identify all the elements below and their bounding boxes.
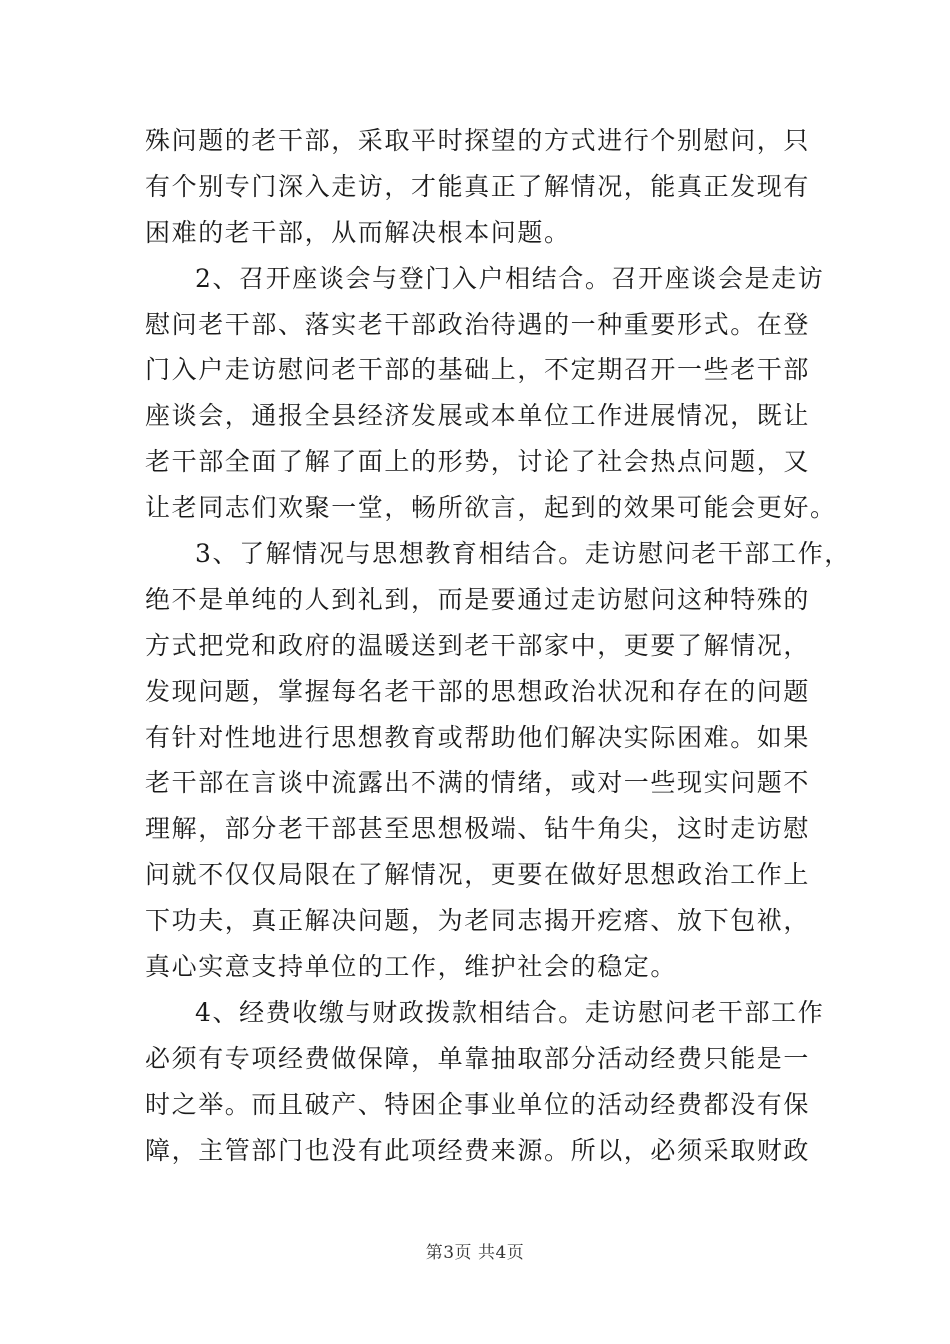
text-line: 老干部全面了解了面上的形势，讨论了社会热点问题，又 [145,447,811,477]
text-line: 殊问题的老干部，采取平时探望的方式进行个别慰问，只 [145,126,811,155]
text-line: 4、经费收缴与财政拨款相结合。走访慰问老干部工作 [195,997,825,1027]
text-line: 理解，部分老干部甚至思想极端、钻牛角尖，这时走访慰 [145,814,811,844]
text-line: 门入户走访慰问老干部的基础上，不定期召开一些老干部 [145,355,811,385]
page-number: 第3页 共4页 [425,1243,525,1263]
text-line: 下功夫，真正解决问题，为老同志揭开疙瘩、放下包袱， [145,906,811,936]
text-line: 有针对性地进行思想教育或帮助他们解决实际困难。如果 [145,722,811,752]
text-line: 座谈会，通报全县经济发展或本单位工作进展情况，既让 [145,401,811,431]
text-line: 慰问老干部、落实老干部政治待遇的一种重要形式。在登 [145,309,811,339]
text-line: 3、了解情况与思想教育相结合。走访慰问老干部工作， [195,539,851,569]
text-line: 老干部在言谈中流露出不满的情绪，或对一些现实问题不 [145,768,811,798]
text-line: 让老同志们欢聚一堂，畅所欲言，起到的效果可能会更好。 [145,493,837,523]
text-line: 障，主管部门也没有此项经费来源。所以，必须采取财政 [145,1135,811,1165]
text-line: 2、召开座谈会与登门入户相结合。召开座谈会是走访 [195,263,825,293]
text-line: 必须有专项经费做保障，单靠抽取部分活动经费只能是一 [145,1043,811,1073]
text-line: 时之举。而且破产、特困企事业单位的活动经费都没有保 [145,1089,811,1119]
text-line: 困难的老干部，从而解决根本问题。 [145,217,571,247]
text-line: 真心实意支持单位的工作，维护社会的稳定。 [145,952,678,982]
text-line: 发现问题，掌握每名老干部的思想政治状况和存在的问题 [145,676,811,706]
text-line: 有个别专门深入走访，才能真正了解情况，能真正发现有 [145,171,811,201]
document-body [145,118,851,1173]
text-line: 绝不是单纯的人到礼到，而是要通过走访慰问这种特殊的 [145,584,811,614]
text-line: 方式把党和政府的温暖送到老干部家中，更要了解情况， [145,630,811,660]
text-line: 问就不仅仅局限在了解情况，更要在做好思想政治工作上 [145,860,811,890]
